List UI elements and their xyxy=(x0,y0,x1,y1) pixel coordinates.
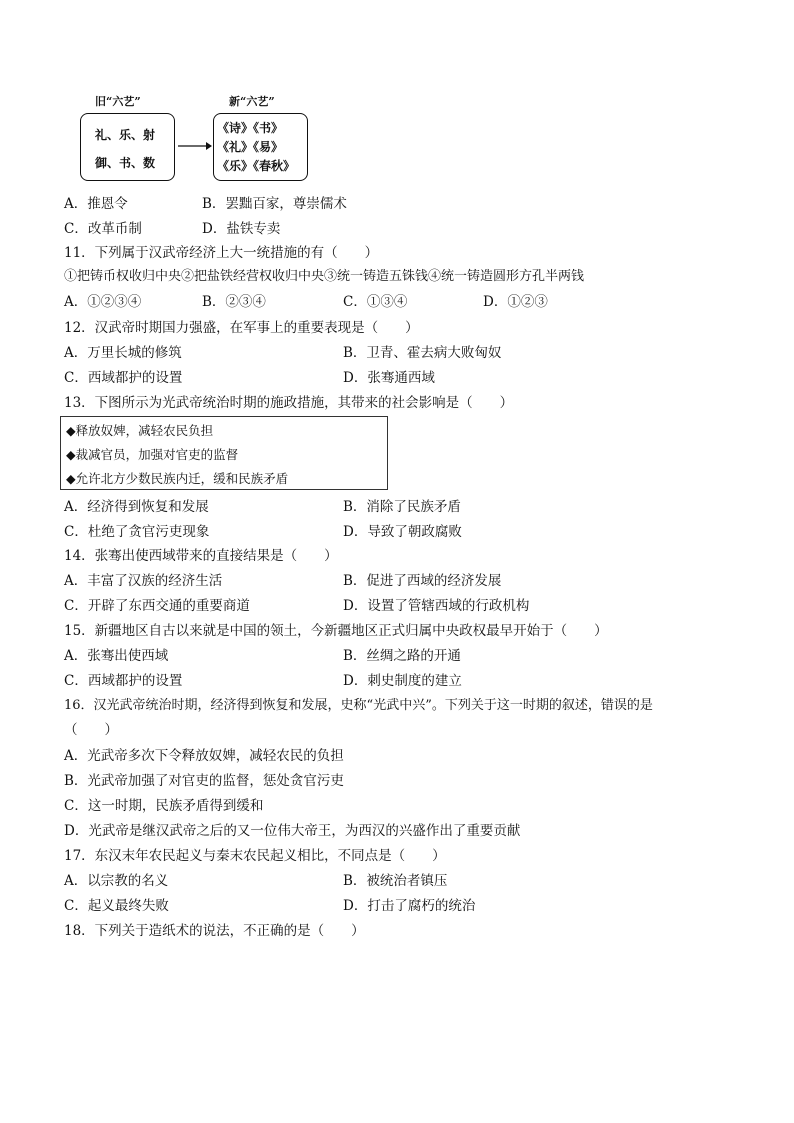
q13-option-c: C．杜绝了贪官污吏现象 xyxy=(64,524,210,540)
q10-option-d: D．盐铁专卖 xyxy=(202,221,281,237)
q10-option-b: B．罢黜百家，尊崇儒术 xyxy=(202,196,347,212)
q12-option-b: B．卫青、霍去病大败匈奴 xyxy=(343,345,502,361)
q15-option-c: C．西域都护的设置 xyxy=(64,673,183,689)
q10-option-c: C．改革币制 xyxy=(64,221,142,237)
q16-option-c: C．这一时期，民族矛盾得到缓和 xyxy=(64,798,264,814)
q14-option-d: D．设置了管辖西域的行政机构 xyxy=(343,598,530,614)
q15-option-a: A．张骞出使西域 xyxy=(64,648,169,664)
old-six-arts-title: 旧“六艺” xyxy=(95,95,141,108)
new-six-arts-line2: 《礼》《易》 xyxy=(217,140,284,154)
q15-stem: 15．新疆地区自古以来就是中国的领土，今新疆地区正式归属中央政权最早开始于（ ） xyxy=(64,623,608,639)
q13-policy-box xyxy=(60,416,388,490)
q17-stem: 17．东汉末年农民起义与秦末农民起义相比，不同点是（ ） xyxy=(64,848,446,864)
q16-stem: 16．汉光武帝统治时期，经济得到恢复和发展，史称“光武中兴”。下列关于这一时期的叙述，错误的是 xyxy=(64,698,653,713)
q17-option-a: A．以宗教的名义 xyxy=(64,873,169,889)
q13-option-b: B．消除了民族矛盾 xyxy=(343,499,461,515)
q11-stem: 11．下列属于汉武帝经济上大一统措施的有（ ） xyxy=(64,245,379,261)
q14-option-c: C．开辟了东西交通的重要商道 xyxy=(64,598,250,614)
q13-box-line3: ◆允许北方少数民族内迁，缓和民族矛盾 xyxy=(66,471,289,486)
q11-items: ①把铸币权收归中央②把盐铁经营权收归中央③统一铸造五铢钱④统一铸造圆形方孔半两钱 xyxy=(64,269,585,284)
six-arts-diagram xyxy=(80,93,320,185)
q18-stem: 18．下列关于造纸术的说法，不正确的是（ ） xyxy=(64,923,365,939)
q14-option-b: B．促进了西域的经济发展 xyxy=(343,573,502,589)
q11-option-a: A．①②③④ xyxy=(64,294,142,310)
q13-stem: 13．下图所示为光武帝统治时期的施政措施，其带来的社会影响是（ ） xyxy=(64,395,514,411)
q12-option-c: C．西域都护的设置 xyxy=(64,370,183,386)
q11-option-d: D．①②③ xyxy=(483,294,548,310)
q16-answer-paren: （ ） xyxy=(64,722,118,738)
q15-option-b: B．丝绸之路的开通 xyxy=(343,648,461,664)
q10-option-a: A．推恩令 xyxy=(64,196,128,212)
q16-option-d: D．光武帝是继汉武帝之后的又一位伟大帝王，为西汉的兴盛作出了重要贡献 xyxy=(64,823,521,839)
arrow-right-icon xyxy=(177,140,213,152)
q14-stem: 14．张骞出使西域带来的直接结果是（ ） xyxy=(64,548,338,564)
q13-option-d: D．导致了朝政腐败 xyxy=(343,524,462,540)
new-six-arts-box xyxy=(213,113,308,181)
old-six-arts-box xyxy=(80,113,175,181)
q11-option-c: C．①③④ xyxy=(343,294,408,310)
q17-option-d: D．打击了腐朽的统治 xyxy=(343,898,476,914)
new-six-arts-line3: 《乐》《春秋》 xyxy=(217,159,296,173)
q15-option-d: D．刺史制度的建立 xyxy=(343,673,462,689)
q17-option-c: C．起义最终失败 xyxy=(64,898,169,914)
new-six-arts-line1: 《诗》《书》 xyxy=(217,121,284,135)
q13-option-a: A．经济得到恢复和发展 xyxy=(64,499,209,515)
q11-option-b: B．②③④ xyxy=(202,294,266,310)
q13-box-line2: ◆裁减官员，加强对官吏的监督 xyxy=(66,447,239,462)
q12-stem: 12．汉武帝时期国力强盛，在军事上的重要表现是（ ） xyxy=(64,320,419,336)
q14-option-a: A．丰富了汉族的经济生活 xyxy=(64,573,223,589)
q16-option-b: B．光武帝加强了对官吏的监督，惩处贪官污吏 xyxy=(64,773,344,789)
old-six-arts-line1: 礼、乐、射 xyxy=(95,128,156,142)
q12-option-a: A．万里长城的修筑 xyxy=(64,345,182,361)
q16-option-a: A．光武帝多次下令释放奴婢，减轻农民的负担 xyxy=(64,748,344,764)
new-six-arts-title: 新“六艺” xyxy=(229,95,275,108)
old-six-arts-line2: 御、书、数 xyxy=(95,156,156,170)
q17-option-b: B．被统治者镇压 xyxy=(343,873,448,889)
q12-option-d: D．张骞通西域 xyxy=(343,370,435,386)
q13-box-line1: ◆释放奴婢，减轻农民负担 xyxy=(66,423,214,438)
